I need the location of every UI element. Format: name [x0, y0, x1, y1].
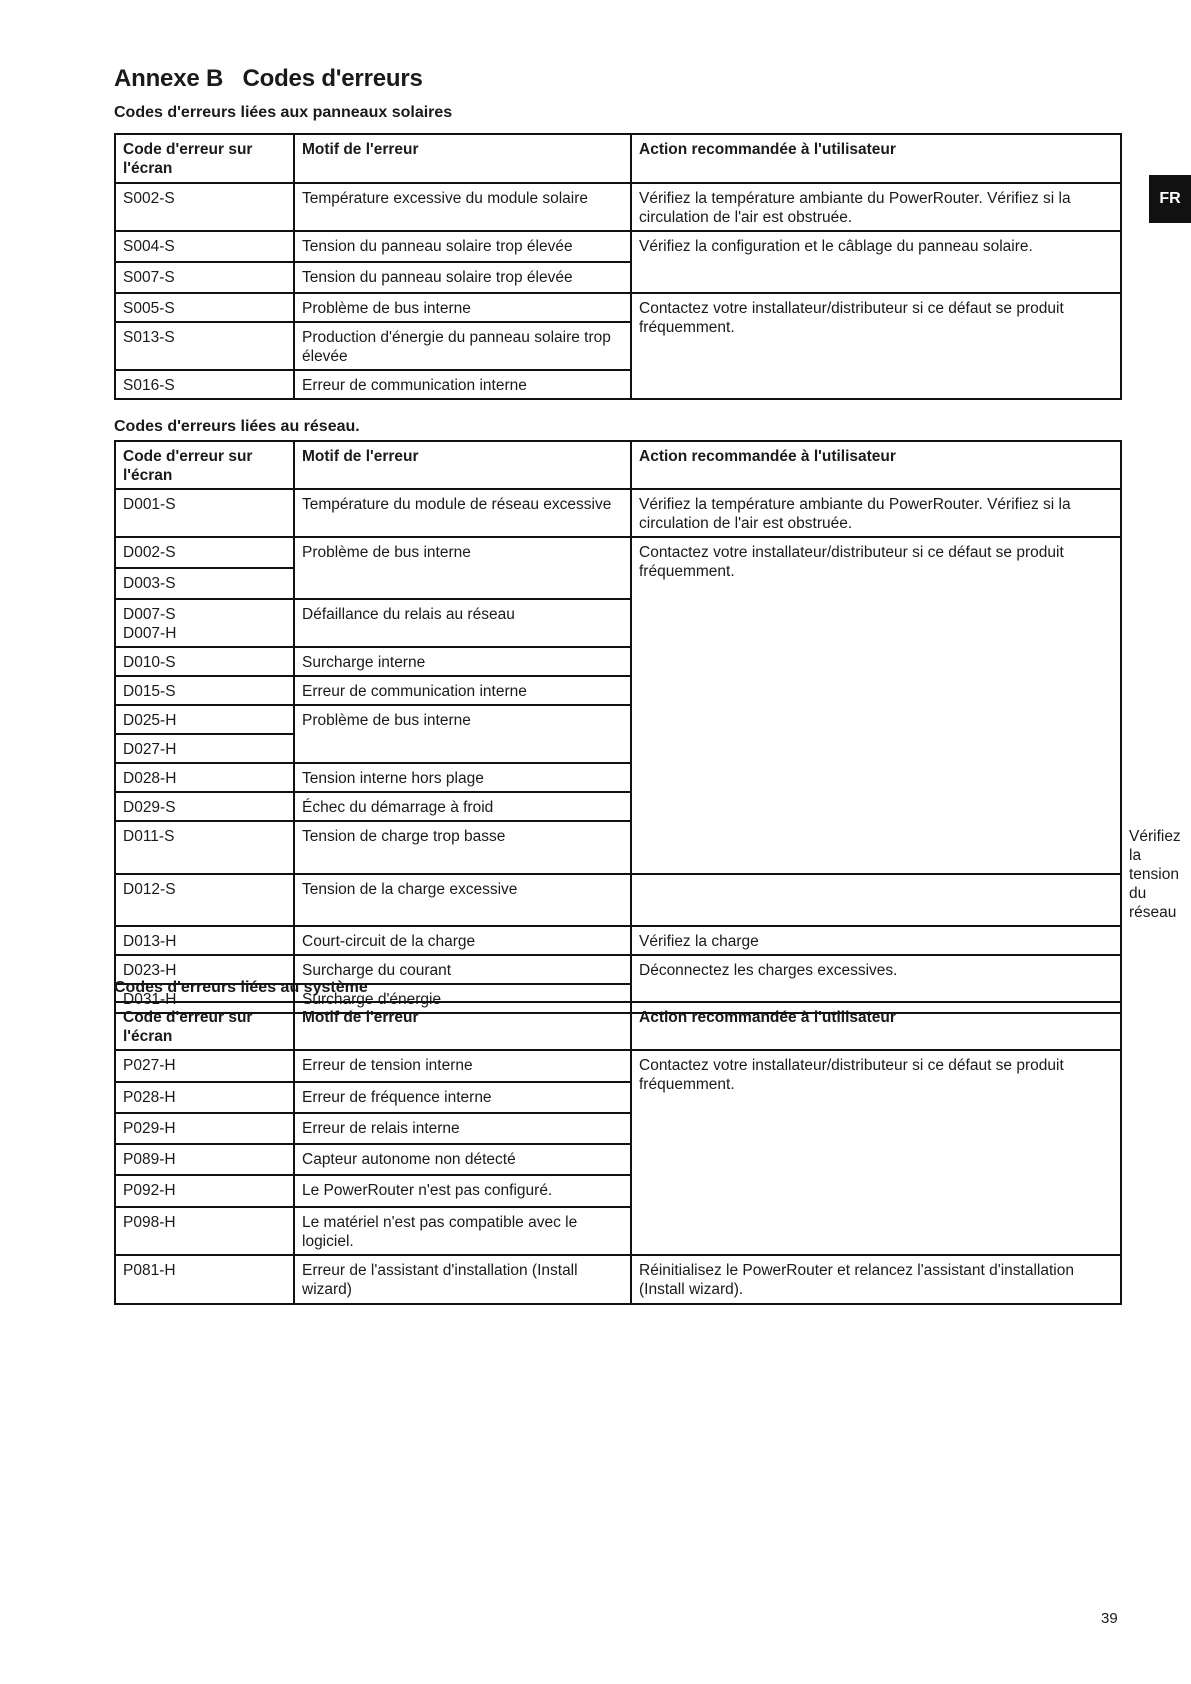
error-code: S016-S: [115, 370, 294, 399]
language-tab: FR: [1149, 175, 1191, 223]
error-code-line: D007-H: [123, 625, 177, 642]
error-code: P098-H: [115, 1207, 294, 1255]
error-code: [115, 599, 294, 647]
error-motif: Erreur de fréquence interne: [294, 1082, 631, 1113]
error-motif: Tension du panneau solaire trop élevée: [294, 262, 631, 293]
error-action: Contactez votre installateur/distributeur si ce défaut se produit fréquemment.: [631, 1050, 1121, 1255]
error-motif: Température du module de réseau excessive: [294, 489, 631, 537]
error-motif: Tension de la charge excessive: [294, 874, 631, 927]
error-motif: Erreur de l'assistant d'installation (Install wizard): [294, 1255, 631, 1304]
error-action: Contactez votre installateur/distributeur si ce défaut se produit fréquemment.: [631, 537, 1121, 874]
section-heading-solar: Codes d'erreurs liées aux panneaux solaires: [114, 104, 453, 121]
error-motif: Problème de bus interne: [294, 293, 631, 322]
error-code: D025-H: [115, 705, 294, 734]
column-header-motif: Motif de l'erreur: [294, 134, 631, 183]
error-code: D028-H: [115, 763, 294, 792]
error-motif: Capteur autonome non détecté: [294, 1144, 631, 1175]
table-row: [115, 926, 1121, 955]
error-code: D031-H: [115, 984, 294, 1013]
column-header-code: Code d'erreur sur l'écran: [115, 441, 294, 489]
column-header-action: Action recommandée à l'utilisateur: [631, 134, 1121, 183]
error-code: P092-H: [115, 1175, 294, 1207]
column-header-action: Action recommandée à l'utilisateur: [631, 1002, 1121, 1050]
error-motif: Le matériel n'est pas compatible avec le logiciel.: [294, 1207, 631, 1255]
error-action: Vérifiez la température ambiante du PowerRouter. Vérifiez si la circulation de l'air est obstruée.: [631, 183, 1121, 231]
error-code: S004-S: [115, 231, 294, 262]
table-row: [115, 874, 1121, 927]
table-header-row: [115, 1002, 1121, 1050]
error-action: Contactez votre installateur/distributeur si ce défaut se produit fréquemment.: [631, 293, 1121, 399]
error-code: D023-H: [115, 955, 294, 984]
table-row: [115, 537, 1121, 568]
error-action: Vérifiez la température ambiante du PowerRouter. Vérifiez si la circulation de l'air est obstruée.: [631, 489, 1121, 537]
error-code: D001-S: [115, 489, 294, 537]
error-code: D029-S: [115, 792, 294, 821]
error-motif: Température excessive du module solaire: [294, 183, 631, 231]
table-row: [115, 1255, 1121, 1304]
error-code: D013-H: [115, 926, 294, 955]
table-row: [115, 1050, 1121, 1082]
error-code: S007-S: [115, 262, 294, 293]
error-motif: Défaillance du relais au réseau: [294, 599, 631, 647]
error-motif: Tension de charge trop basse: [294, 821, 631, 874]
table-header-row: [115, 441, 1121, 489]
table-row: [115, 293, 1121, 322]
table-header-row: [115, 134, 1121, 183]
table-row: [115, 231, 1121, 262]
error-motif: Échec du démarrage à froid: [294, 792, 631, 821]
error-motif: Problème de bus interne: [294, 705, 631, 763]
table-row: [115, 489, 1121, 537]
column-header-motif: Motif de l'erreur: [294, 441, 631, 489]
error-code: D012-S: [115, 874, 294, 927]
error-code: S013-S: [115, 322, 294, 370]
error-motif: Tension du panneau solaire trop élevée: [294, 231, 631, 262]
error-code: P089-H: [115, 1144, 294, 1175]
error-code: S005-S: [115, 293, 294, 322]
column-header-code: Code d'erreur sur l'écran: [115, 1002, 294, 1050]
table-row: [115, 183, 1121, 231]
column-header-action: Action recommandée à l'utilisateur: [631, 441, 1121, 489]
error-code: P081-H: [115, 1255, 294, 1304]
error-code: P027-H: [115, 1050, 294, 1082]
error-action: Vérifiez la charge: [631, 926, 1121, 955]
section-heading-system: Codes d'erreurs liées au système: [114, 979, 368, 996]
error-code: P028-H: [115, 1082, 294, 1113]
error-motif: Erreur de tension interne: [294, 1050, 631, 1082]
error-code: S002-S: [115, 183, 294, 231]
column-header-motif: Motif de l'erreur: [294, 1002, 631, 1050]
section-heading-grid: Codes d'erreurs liées au réseau.: [114, 418, 360, 435]
error-code: D010-S: [115, 647, 294, 676]
solar-error-table: [114, 133, 1122, 400]
grid-error-table: [114, 440, 1181, 1014]
error-action: Déconnectez les charges excessives.: [631, 955, 1121, 1013]
error-code: D003-S: [115, 568, 294, 599]
error-motif: Erreur de relais interne: [294, 1113, 631, 1144]
error-motif: Court-circuit de la charge: [294, 926, 631, 955]
error-motif: Erreur de communication interne: [294, 370, 631, 399]
column-header-code: Code d'erreur sur l'écran: [115, 134, 294, 183]
error-motif: Surcharge d'énergie: [294, 984, 631, 1013]
error-motif: Tension interne hors plage: [294, 763, 631, 792]
error-motif: Le PowerRouter n'est pas configuré.: [294, 1175, 631, 1207]
error-motif: Production d'énergie du panneau solaire trop élevée: [294, 322, 631, 370]
error-motif: Problème de bus interne: [294, 537, 631, 599]
error-code-line: D007-S: [123, 606, 176, 623]
error-code: P029-H: [115, 1113, 294, 1144]
error-motif: Erreur de communication interne: [294, 676, 631, 705]
error-code: D027-H: [115, 734, 294, 763]
error-motif: Surcharge interne: [294, 647, 631, 676]
page-number: 39: [1101, 1610, 1118, 1627]
error-action: Vérifiez la configuration et le câblage du panneau solaire.: [631, 231, 1121, 293]
error-code: D002-S: [115, 537, 294, 568]
page-title: Annexe B Codes d'erreurs: [114, 65, 423, 92]
error-action: Réinitialisez le PowerRouter et relancez l'assistant d'installation (Install wizard).: [631, 1255, 1121, 1304]
error-motif: Surcharge du courant: [294, 955, 631, 984]
system-error-table: [114, 1001, 1122, 1305]
table-row: D011-S Tension de charge trop basse Vérifiez la tension du réseau: [115, 821, 1121, 874]
error-code: D011-S: [115, 821, 294, 874]
error-code: D015-S: [115, 676, 294, 705]
